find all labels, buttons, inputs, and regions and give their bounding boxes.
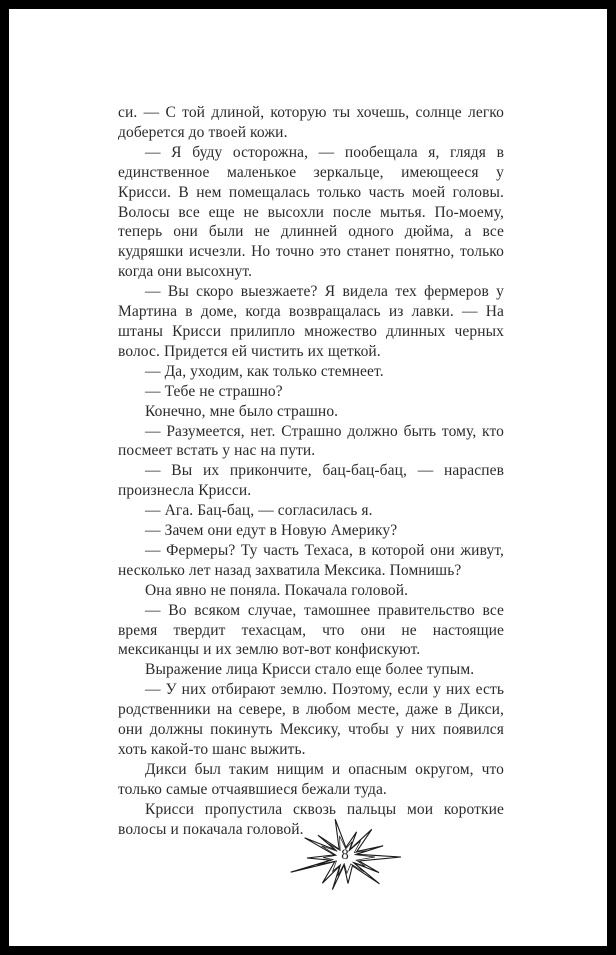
paragraph: Дикси был таким нищим и опасным округом, что только самые отчаявшиеся бежали туда. — [118, 760, 504, 798]
paragraph: — Во всяком случае, тамошнее правительство все время твердит техасцам, что они не настоящие мексиканцы и их землю вот-вот конфискуют. — [118, 601, 504, 659]
paragraph: — Я буду осторожна, — пообещала я, глядя в единственное маленькое зеркальце, имеющееся у Крисси. В нем помещалась только часть моей головы. Волосы все еще не высохли после мытья. По-моему, теперь они были не длинней одного дюйма, а все кудряшки исчезли. Но точно это станет понятно, только когда они высохнут. — [118, 143, 504, 281]
paragraph: — Вы скоро выезжаете? Я видела тех фермеров у Мартина в доме, когда возвращалась из лавки. — На штаны Крисси прилипло множество длинных черных волос. Придется ей чистить их щеткой. — [118, 283, 504, 360]
paragraph: — Вы их прикончите, бац-бац-бац, — нараспев произнесла Крисси. — [118, 462, 504, 500]
page-number: 8 — [341, 847, 349, 863]
paragraph: Выражение лица Крисси стало еще более тупым. — [145, 661, 475, 679]
paragraph: — Разумеется, нет. Страшно должно быть тому, кто посмеет встать у нас на пути. — [118, 422, 504, 460]
paragraph: — Зачем они едут в Новую Америку? — [145, 522, 398, 540]
paragraph: — Ага. Бац-бац, — согласилась я. — [145, 502, 373, 520]
paragraph: — Да, уходим, как только стемнеет. — [145, 362, 384, 380]
paragraph: — У них отбирают землю. Поэтому, если у них есть родственники на севере, в любом месте, даже в Дикси, они должны покинуть Мексику, чтобы у них появился хоть какой-то шанс выжить. — [118, 681, 504, 758]
paragraph: — Фермеры? Ту часть Техаса, в которой они живут, несколько лет назад захватила Мексика. Помнишь? — [118, 541, 504, 579]
paragraph: Конечно, мне было страшно. — [145, 402, 339, 420]
book-page — [9, 9, 607, 946]
paragraph: Она явно не поняла. Покачала головой. — [145, 581, 409, 599]
page-ornament — [277, 809, 413, 905]
paragraph: Крисси пропустила сквозь пальцы мои короткие волосы и покачала головой. — [118, 800, 504, 838]
paragraph: си. — С той длиной, которую ты хочешь, солнце легко доберется до твоей кожи. — [118, 104, 504, 141]
page-text — [118, 103, 504, 840]
paragraph: — Тебе не страшно? — [145, 382, 283, 400]
